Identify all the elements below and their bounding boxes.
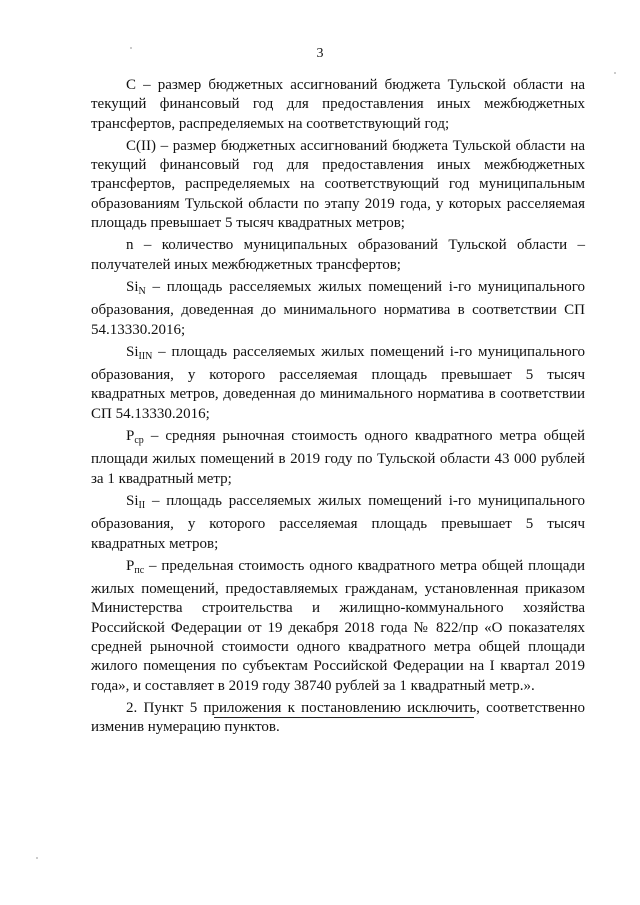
term-subscript: ср	[134, 435, 144, 447]
item-2: 2. Пункт 5 приложения к постановлению исключить, соответственно изменив нумерацию пунктов.	[91, 699, 585, 736]
definition-c-ii: C(II) – размер бюджетных ассигнований бюджета Тульской области на текущий финансовый год для предоставления иных межбюджетных трансфертов, распределяемых на соответствующий год муниципальным образованиям Тульской области по этапу 2019 года, у которых расселяемая площадь превышает 5 тысяч квадратных метров;	[91, 137, 586, 232]
definition-p-ps: $P_{пс}$ – предельная стоимость одного квадратного метра общей площади жилых помещений, предоставляемых гражданам, установленная приказом Министерства строительства и жилищно-коммунального хозяйства Российской Федерации от 19 декабря 2018 года № 822/пр «О показателях средней рыночной стоимости одного квадратного метра общей площади жилого помещения по субъектам Российской Федерации на I квартал 2019 года», и составляет в 2019 году 38740 рублей за 1 квадратный метр.».	[91, 557, 586, 694]
term-subscript: N	[138, 285, 146, 297]
definition-text: площадь расселяемых жилых помещений i-го муниципального образования, доведенная до минимального норматива в соответствии СП 54.13330.2016;	[91, 278, 586, 338]
scan-speck	[614, 72, 616, 74]
definition-c: C – размер бюджетных ассигнований бюджета Тульской области на текущий финансовый год для предоставления иных межбюджетных трансфертов, распределяемых на соответствующий год;	[91, 77, 586, 132]
definition-text: предельная стоимость одного квадратного метра общей площади жилых помещений, предоставляемых гражданам, установленная приказом Министерства строительства и жилищно-коммунального хозяйства Российской Федерации от 19 декабря 2018 года № 822/пр «О показателях средней рыночной стоимости одного квадратного метра общей площади жилого помещения по субъектам Российской Федерации на I квартал 2019 года», и составляет в 2019 году 38740 рублей за 1 квадратный метр.».	[91, 557, 586, 694]
scan-speck	[36, 857, 38, 859]
definition-si-iin: $Si_{IIN}$ – площадь расселяемых жилых помещений i-го муниципального образования, у которого расселяемая площадь превышает 5 тысяч квадратных метров, доведенная до минимального норматива в соответствии СП 54.13330.2016;	[91, 343, 586, 422]
term: Si	[126, 278, 139, 295]
definition-n: n – количество муниципальных образований Тульской области – получателей иных межбюджетных трансфертов;	[91, 237, 586, 273]
definition-text: количество муниципальных образований Тульской области – получателей иных межбюджетных трансфертов;	[91, 237, 586, 273]
definition-text: средняя рыночная стоимость одного квадратного метра общей площади жилых помещений в 2019 году по Тульской области 43 000 рублей за 1 квадратный метр;	[91, 428, 586, 487]
term: P	[126, 428, 135, 445]
term-subscript: пс	[134, 564, 145, 576]
definition-si-n: $Si_N$ – площадь расселяемых жилых помещений i-го муниципального образования, доведенная до минимального норматива в соответствии СП 54.13330.2016;	[91, 278, 586, 338]
definition-text: размер бюджетных ассигнований бюджета Тульской области на текущий финансовый год для предоставления иных межбюджетных трансфертов, распределяемых на соответствующий год;	[91, 77, 586, 132]
page-number: 3	[316, 46, 324, 61]
definition-text: площадь расселяемых жилых помещений i-го муниципального образования, у которого расселяемая площадь превышает 5 тысяч квадратных метров, доведенная до минимального норматива в соответствии СП 54.13330.2016;	[91, 343, 586, 422]
term: C	[126, 77, 137, 93]
definition-si-ii: $Si_{II}$ – площадь расселяемых жилых помещений i-го муниципального образования, у которого расселяемая площадь превышает 5 тысяч квадратных метров;	[91, 492, 586, 552]
term: Si	[126, 492, 139, 509]
term: C(II)	[126, 137, 156, 154]
end-divider	[214, 717, 474, 718]
document-body	[91, 76, 585, 741]
scan-speck	[130, 47, 132, 49]
term-subscript: II	[138, 499, 146, 511]
term-subscript: IIN	[138, 350, 153, 362]
definition-text: площадь расселяемых жилых помещений i-го муниципального образования, у которого расселяемая площадь превышает 5 тысяч квадратных метров;	[91, 492, 586, 552]
term: Si	[126, 343, 139, 360]
definition-p-sr: $P_{ср}$ – средняя рыночная стоимость одного квадратного метра общей площади жилых помещений в 2019 году по Тульской области 43 000 рублей за 1 квадратный метр;	[91, 428, 586, 487]
term: P	[126, 557, 135, 574]
definition-text: размер бюджетных ассигнований бюджета Тульской области на текущий финансовый год для предоставления иных межбюджетных трансфертов, распределяемых на соответствующий год муниципальным образованиям Тульской области по этапу 2019 года, у которых расселяемая площадь превышает 5 тысяч квадратных метров;	[91, 137, 586, 232]
term: n	[126, 237, 134, 254]
